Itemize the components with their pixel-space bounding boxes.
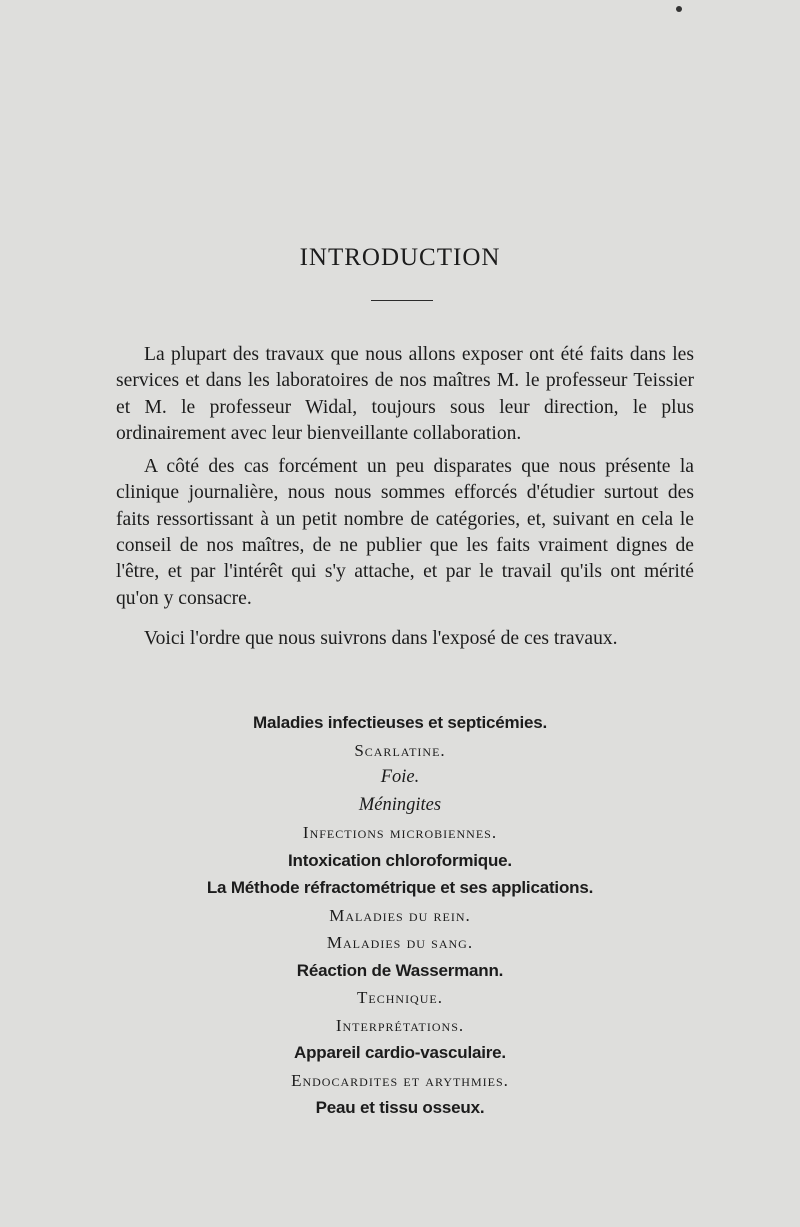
ink-speck [676, 6, 682, 12]
paragraph: A côté des cas forcément un peu disparates que nous présente la clinique journalière, nous nous sommes efforcés d'étudier surtout des faits ressortissant à un petit nombre de catégories, et, suivant en cela le conseil de nos maîtres, de ne publier que les faits vraiment dignes de l'être, et par l'intérêt qui s'y attache, et par le travail qu'ils ont mérité qu'on y consacre. [116, 456, 694, 609]
outline-entry: La Méthode réfractométrique et ses applications. [206, 878, 594, 897]
outline-entry: Intoxication chloroformique. [288, 850, 512, 870]
outline-entry: Scarlatine. [354, 740, 446, 760]
outline-entry: Peau et tissu osseux. [315, 1098, 485, 1117]
outline-entry: Maladies infectieuses et septicémies. [252, 713, 548, 732]
title-rule [371, 300, 433, 301]
outline-entry: Appareil cardio-vasculaire. [294, 1043, 506, 1062]
contents-outline [0, 709, 800, 1122]
outline-entry: Infections microbiennes. [302, 823, 498, 842]
outline-entry: Méningites [358, 794, 442, 815]
outline-entry: Endocardites et arythmies. [291, 1070, 509, 1090]
paragraph: La plupart des travaux que nous allons exposer ont été faits dans les services et dans les laboratoires de nos maîtres M. le professeur Teissier et M. le professeur Widal, toujours sous leur direction, le plus ordinairement avec leur bienveillante collaboration. [116, 344, 694, 444]
outline-entry: Maladies du rein. [329, 905, 471, 925]
introduction-text [116, 342, 694, 659]
outline-entry: Réaction de Wassermann. [296, 960, 504, 980]
outline-entry: Interprétations. [335, 1015, 465, 1035]
paragraph: Voici l'ordre que nous suivrons dans l'exposé de ces travaux. [144, 627, 618, 649]
outline-entry: Maladies du sang. [326, 933, 474, 952]
outline-entry: Foie. [380, 767, 420, 787]
page-title: INTRODUCTION [299, 244, 501, 271]
outline-entry: Technique. [357, 988, 443, 1007]
